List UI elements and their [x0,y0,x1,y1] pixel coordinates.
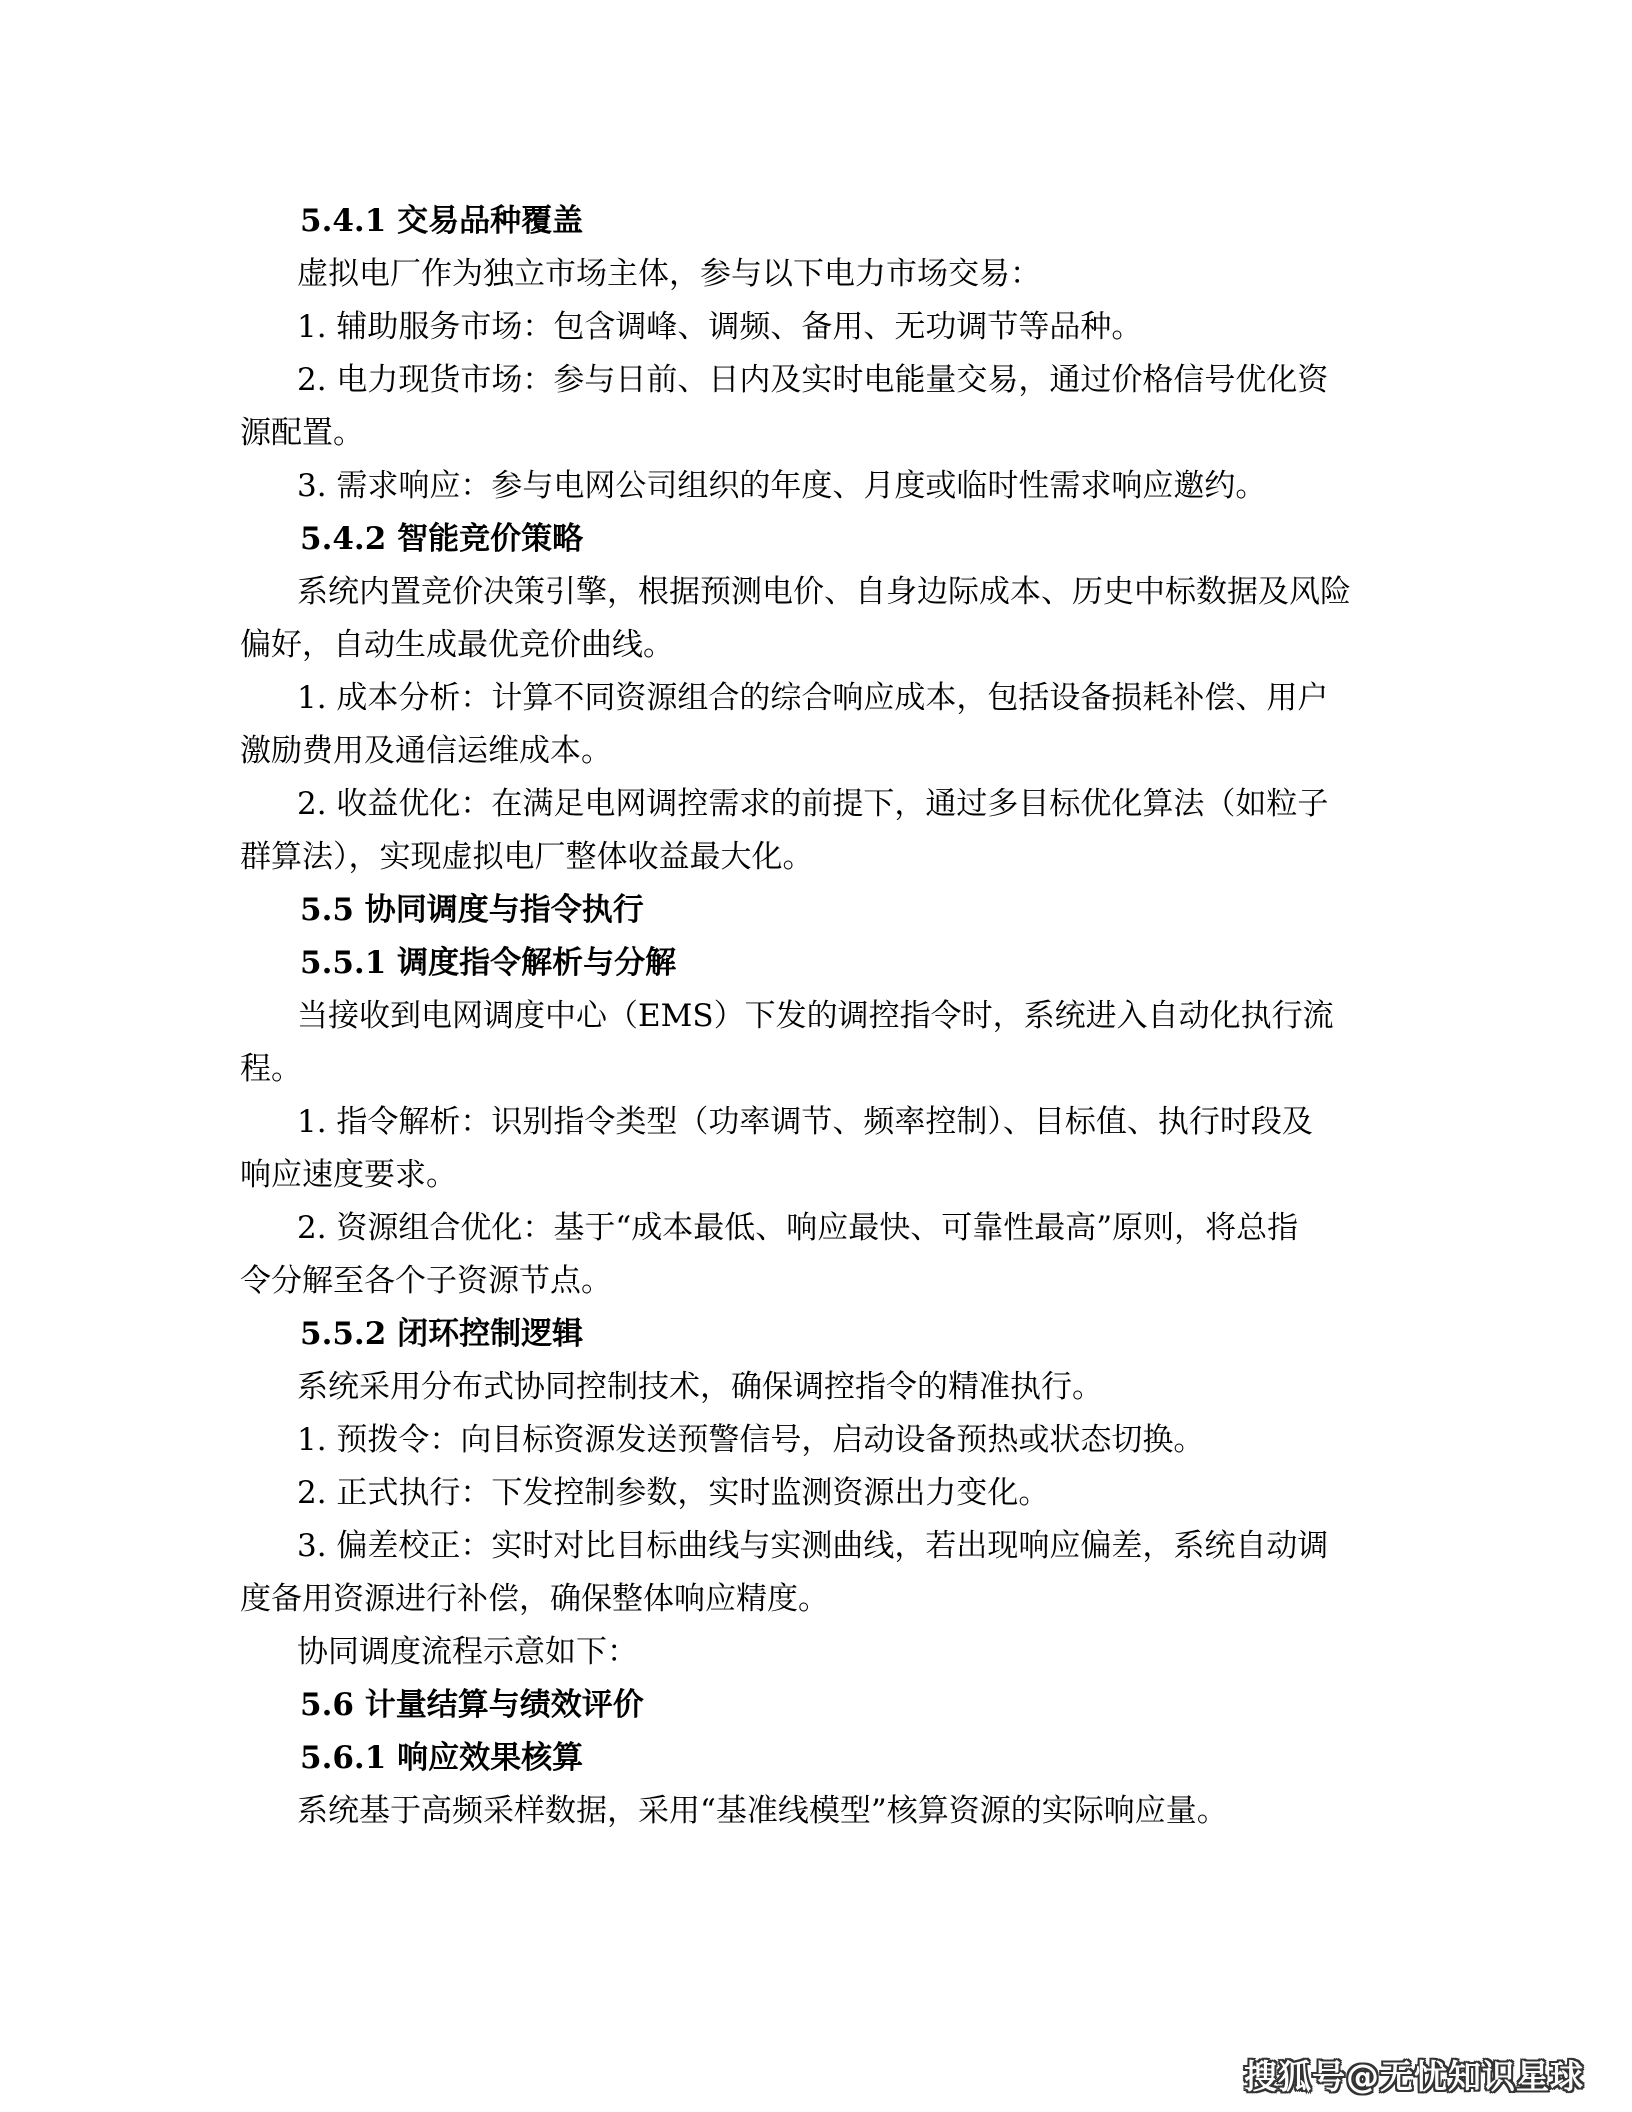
document-body [240,195,1385,1838]
list-item-continuation: 源配置。 [240,415,364,451]
list-item: 1. 成本分析：计算不同资源组合的综合响应成本，包括设备损耗补偿、用户 [297,680,1329,716]
section-heading-5-6: 5.6 计量结算与绩效评价 [300,1687,644,1723]
list-item-continuation: 响应速度要求。 [240,1157,457,1193]
section-heading-5-5: 5.5 协同调度与指令执行 [300,892,644,928]
list-item: 2. 正式执行：下发控制参数，实时监测资源出力变化。 [297,1475,1050,1511]
paragraph: 协同调度流程示意如下： [297,1634,638,1670]
list-item-continuation: 令分解至各个子资源节点。 [240,1263,612,1299]
section-heading-5-4-1: 5.4.1 交易品种覆盖 [300,203,584,239]
list-item: 1. 预拨令：向目标资源发送预警信号，启动设备预热或状态切换。 [297,1422,1205,1458]
section-heading-5-5-1: 5.5.1 调度指令解析与分解 [300,945,677,981]
list-item: 2. 收益优化：在满足电网调控需求的前提下，通过多目标优化算法（如粒子 [297,786,1329,822]
list-item-continuation: 度备用资源进行补偿，确保整体响应精度。 [240,1581,829,1617]
paragraph-continuation: 程。 [240,1051,302,1087]
list-item: 2. 资源组合优化：基于“成本最低、响应最快、可靠性最高”原则，将总指 [297,1210,1299,1246]
paragraph: 系统基于高频采样数据，采用“基准线模型”核算资源的实际响应量。 [297,1793,1228,1829]
paragraph-intro: 虚拟电厂作为独立市场主体，参与以下电力市场交易： [297,256,1041,292]
paragraph: 系统内置竞价决策引擎，根据预测电价、自身边际成本、历史中标数据及风险 [297,574,1351,610]
list-item-continuation: 激励费用及通信运维成本。 [240,733,612,769]
section-heading-5-5-2: 5.5.2 闭环控制逻辑 [300,1316,584,1352]
list-item: 2. 电力现货市场：参与日前、日内及实时电能量交易，通过价格信号优化资 [297,362,1329,398]
list-item: 3. 偏差校正：实时对比目标曲线与实测曲线，若出现响应偏差，系统自动调 [297,1528,1329,1564]
paragraph: 系统采用分布式协同控制技术，确保调控指令的精准执行。 [297,1369,1103,1405]
watermark-text: 搜狐号@无忧知识星球 [1244,2057,1584,2096]
section-heading-5-6-1: 5.6.1 响应效果核算 [300,1740,584,1776]
list-item: 3. 需求响应：参与电网公司组织的年度、月度或临时性需求响应邀约。 [297,468,1267,504]
list-item: 1. 辅助服务市场：包含调峰、调频、备用、无功调节等品种。 [297,309,1143,345]
list-item: 1. 指令解析：识别指令类型（功率调节、频率控制）、目标值、执行时段及 [297,1104,1313,1140]
list-item-continuation: 群算法），实现虚拟电厂整体收益最大化。 [240,839,814,875]
section-heading-5-4-2: 5.4.2 智能竞价策略 [300,521,584,557]
paragraph-continuation: 偏好，自动生成最优竞价曲线。 [240,627,674,663]
paragraph: 当接收到电网调度中心（EMS）下发的调控指令时，系统进入自动化执行流 [297,998,1334,1034]
